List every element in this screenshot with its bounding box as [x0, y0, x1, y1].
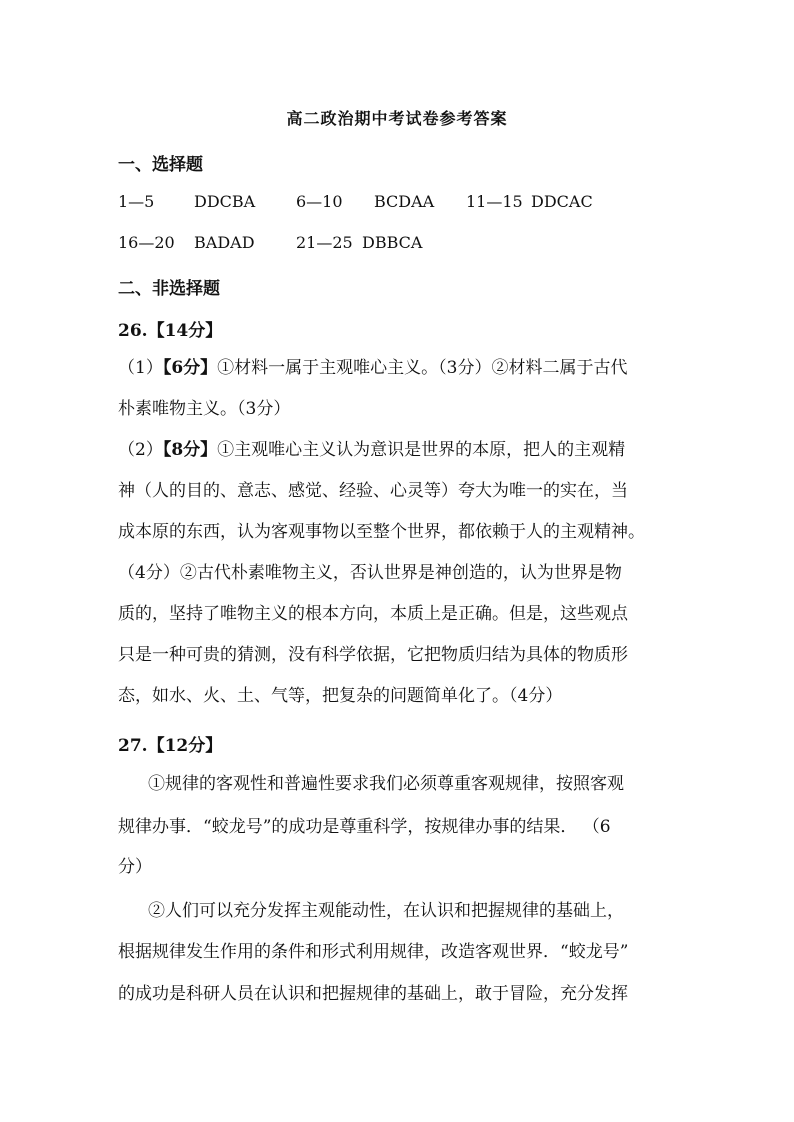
q27-line: 根据规律发生作用的条件和形式利用规律，改造客观世界．“蛟龙号” [118, 942, 629, 962]
q26-part1-score: 【6分】 [162, 358, 218, 378]
answer-range: 1—5 [118, 192, 155, 211]
q26-part1-text: ①材料一属于主观唯心主义。（3分）②材料二属于古代 [217, 358, 628, 378]
answer-range: 6—10 [296, 192, 343, 211]
q26-part2-line: 只是一种可贵的猜测，没有科学依据，它把物质归结为具体的物质形 [118, 645, 628, 665]
question-26-heading: 26.【14分】 [118, 321, 223, 341]
answer-letters: DDCAC [531, 192, 593, 211]
q26-part2-line: 态，如水、火、土、气等，把复杂的问题简单化了。（4分） [118, 686, 563, 706]
q27-line: 规律办事．“蛟龙号”的成功是尊重科学，按规律办事的结果． （6 [118, 817, 611, 837]
page-title: 高二政治期中考试卷参考答案 [286, 109, 508, 128]
q26-part2-line: 质的，坚持了唯物主义的根本方向，本质上是正确。但是，这些观点 [118, 604, 628, 624]
q27-line: ①规律的客观性和普遍性要求我们必须尊重客观规律，按照客观 [148, 774, 624, 794]
section-heading-non-multiple-choice: 二、非选择题 [118, 279, 220, 299]
answer-letters: DDCBA [194, 192, 256, 211]
q26-part1-line: 朴素唯物主义。（3分） [118, 399, 291, 419]
answer-range: 11—15 [466, 192, 523, 211]
q26-part2-line: 成本原的东西，认为客观事物以至整个世界，都依赖于人的主观精神。 [118, 522, 645, 542]
q27-line: 分） [118, 857, 152, 877]
answer-letters: BCDAA [374, 192, 435, 211]
q26-part2-score: 【8分】 [162, 440, 218, 460]
answer-range: 16—20 [118, 233, 175, 252]
answer-letters: DBBCA [362, 233, 423, 252]
question-27-heading: 27.【12分】 [118, 736, 223, 756]
q26-part2-text: ①主观唯心主义认为意识是世界的本原，把人的主观精 [217, 440, 626, 460]
answer-letters: BADAD [194, 233, 255, 252]
q26-part1-tag: （1） [118, 358, 163, 378]
q27-line: ②人们可以充分发挥主观能动性，在认识和把握规律的基础上， [148, 901, 624, 921]
q26-part2-line [118, 438, 678, 462]
q26-part2-line: 神（人的目的、意志、感觉、经验、心灵等）夸大为唯一的实在，当 [118, 481, 628, 501]
q26-part2-line: （4分）②古代朴素唯物主义，否认世界是神创造的，认为世界是物 [118, 563, 622, 583]
answer-range: 21—25 [296, 233, 353, 252]
q26-part1-line [118, 356, 678, 380]
q27-line: 的成功是科研人员在认识和把握规律的基础上，敢于冒险，充分发挥 [118, 984, 628, 1004]
section-heading-multiple-choice: 一、选择题 [118, 155, 203, 175]
q26-part2-tag: （2） [118, 440, 163, 460]
